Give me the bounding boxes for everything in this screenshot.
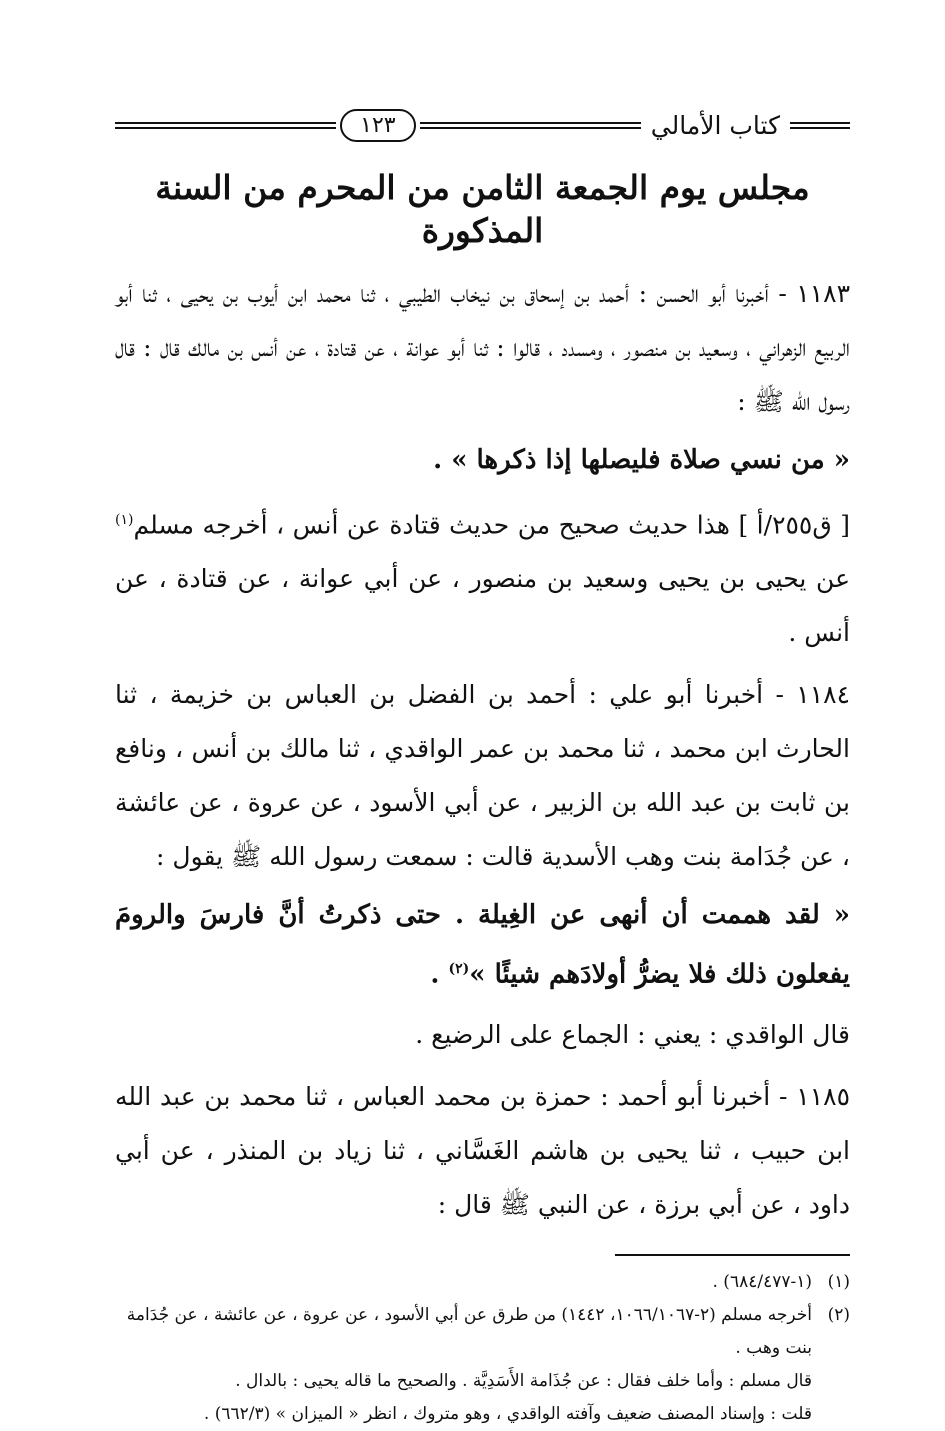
page-number: ١٢٣	[340, 109, 415, 142]
chapter-title: مجلس يوم الجمعة الثامن من المحرم من السنة المذكورة	[155, 168, 810, 250]
footnote-ref-2: (٢)	[448, 961, 470, 978]
hadith-1183-isnad: ١١٨٣ - أخبرنا أبو الحسن : أحمد بن إسحاق بن نيخاب الطيبي ، ثنا محمد ابن أيوب بن يحيى ، ثنا أبو الربيع الزهراني ، وسعيد بن منصور ، ومسدد ، قالوا : ثنا أبو عوانة ، عن قتادة ، عن أنس بن مالك قال : قال رسول الله ﷺ :	[115, 278, 850, 416]
hadith-1184-isnad: ١١٨٤ - أخبرنا أبو علي : أحمد بن الفضل بن العباس بن خزيمة ، ثنا الحارث ابن محمد ، ثنا محمد بن عمر الواقدي ، ثنا مالك بن أنس ، ونافع بن ثابت بن عبد الله بن الزبير ، عن أبي الأسود ، عن عروة ، عن عائشة ، عن جُدَامة بنت وهب الأسدية قالت : سمعت رسول الله ﷺ يقول :	[115, 680, 850, 872]
footnote-ref-1: (١)	[115, 511, 134, 528]
footnote-2	[115, 1299, 850, 1365]
hadith-1185-isnad: ١١٨٥ - أخبرنا أبو أحمد : حمزة بن محمد العباس ، ثنا محمد بن عبد الله ابن حبيب ، ثنا يحيى بن هاشم الغَسَّاني ، ثنا زياد بن المنذر ، عن أبي داود ، عن أبي برزة ، عن النبي ﷺ قال :	[115, 1081, 850, 1219]
footnotes	[115, 1266, 850, 1431]
hadith-1183-commentary	[115, 493, 850, 660]
commentary-text: [ ق٢٥٥/أ ] هذا حديث صحيح من حديث قتادة عن أنس ، أخرجه مسلم	[133, 510, 850, 540]
footnote-number: (١)	[827, 1271, 850, 1292]
hadith-1184-body: « لقد هممت أن أنهى عن الغِيلة . حتى ذكرتُ أنَّ فارسَ والرومَ يفعلون ذلك فلا يضرُّ أولادَهم شيئًا »	[115, 900, 850, 990]
footnote-text: (١-٦٨٤/٤٧٧) .	[712, 1271, 812, 1292]
waqidi-note: قال الواقدي : يعني : الجماع على الرضيع .	[415, 1019, 850, 1049]
footnote-separator	[615, 1254, 850, 1256]
book-page	[115, 95, 850, 1424]
header-rule-left	[115, 122, 336, 129]
footnote-text: أخرجه مسلم (٢-١٠٦٦/١٠٦٧، ١٤٤٢) من طرق عن أبي الأسود ، عن عروة ، عن عائشة ، عن جُدَامة بنت وهب .	[126, 1304, 812, 1358]
commentary-text-cont: عن يحيى بن يحيى وسعيد بن منصور ، عن أبي عوانة ، عن قتادة ، عن أنس .	[115, 564, 850, 648]
hadith-1184-end: .	[430, 959, 449, 990]
hadith-1184-text	[115, 888, 850, 1002]
running-title: كتاب الأمالي	[650, 110, 780, 140]
footnote-2-muslim-note: قال مسلم : وأما خلف فقال : عن جُذَامة الأَسَدِيَّة . والصحيح ما قاله يحيى : بالدال .	[235, 1370, 812, 1391]
footnote-number: (٢)	[827, 1304, 850, 1325]
footnote-2-author-note: قلت : وإسناد المصنف ضعيف وآفته الواقدي ، وهو متروك ، انظر « الميزان » (٦٦٢/٣) .	[203, 1403, 812, 1424]
header-rule-middle	[420, 122, 641, 129]
header-rule-right	[790, 122, 850, 129]
hadith-1183-text: « من نسي صلاة فليصلها إذا ذكرها » .	[433, 444, 850, 475]
page-header	[115, 95, 850, 155]
footnote-1	[115, 1266, 850, 1299]
